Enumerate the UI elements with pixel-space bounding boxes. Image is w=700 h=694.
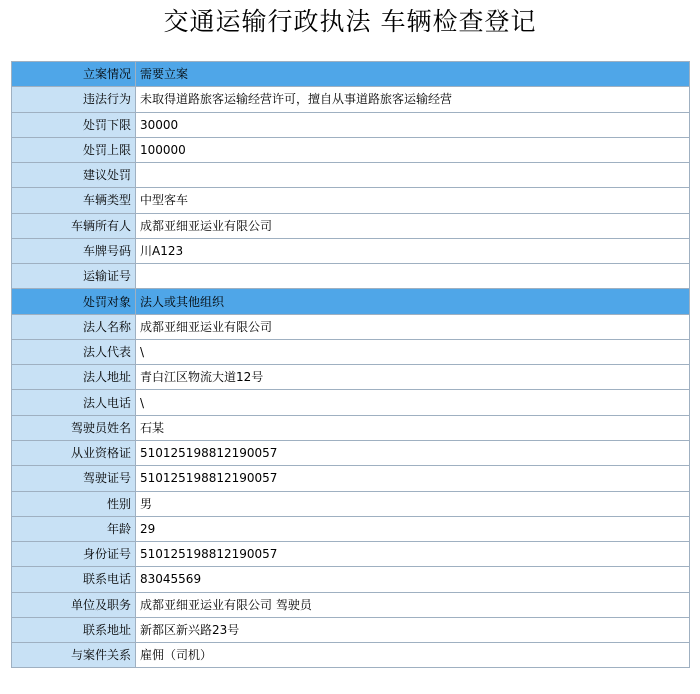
field-label: 与案件关系 bbox=[12, 643, 136, 668]
field-value bbox=[136, 264, 690, 289]
field-label: 车牌号码 bbox=[12, 238, 136, 263]
field-value: 未取得道路旅客运输经营许可，擅自从事道路旅客运输经营 bbox=[136, 87, 690, 112]
field-label: 立案情况 bbox=[12, 62, 136, 87]
row-penalty-max bbox=[12, 137, 690, 162]
row-plate-number bbox=[12, 238, 690, 263]
field-value: 30000 bbox=[136, 112, 690, 137]
field-label: 车辆所有人 bbox=[12, 213, 136, 238]
row-vehicle-type bbox=[12, 188, 690, 213]
field-value: 雇佣（司机） bbox=[136, 643, 690, 668]
field-value: 川A123 bbox=[136, 238, 690, 263]
row-id-number bbox=[12, 542, 690, 567]
field-value: 成都亚细亚运业有限公司 驾驶员 bbox=[136, 592, 690, 617]
field-value: \ bbox=[136, 339, 690, 364]
row-penalty-target bbox=[12, 289, 690, 314]
field-label: 单位及职务 bbox=[12, 592, 136, 617]
row-contact-address bbox=[12, 617, 690, 642]
field-value: 中型客车 bbox=[136, 188, 690, 213]
row-contact-phone bbox=[12, 567, 690, 592]
field-label: 法人地址 bbox=[12, 365, 136, 390]
row-violation bbox=[12, 87, 690, 112]
field-value: \ bbox=[136, 390, 690, 415]
field-label: 违法行为 bbox=[12, 87, 136, 112]
field-label: 处罚上限 bbox=[12, 137, 136, 162]
field-value: 石某 bbox=[136, 415, 690, 440]
field-label: 从业资格证 bbox=[12, 440, 136, 465]
row-case-relation bbox=[12, 643, 690, 668]
vehicle-inspection-table bbox=[11, 61, 690, 668]
row-transport-permit bbox=[12, 264, 690, 289]
row-legal-address bbox=[12, 365, 690, 390]
field-value bbox=[136, 163, 690, 188]
field-value: 510125198812190057 bbox=[136, 542, 690, 567]
page-title: 交通运输行政执法 车辆检查登记 bbox=[163, 7, 537, 36]
field-label: 建议处罚 bbox=[12, 163, 136, 188]
field-value: 510125198812190057 bbox=[136, 466, 690, 491]
field-label: 处罚对象 bbox=[12, 289, 136, 314]
field-label: 联系地址 bbox=[12, 617, 136, 642]
field-label: 车辆类型 bbox=[12, 188, 136, 213]
field-value: 男 bbox=[136, 491, 690, 516]
field-label: 法人名称 bbox=[12, 314, 136, 339]
field-value: 83045569 bbox=[136, 567, 690, 592]
field-value: 成都亚细亚运业有限公司 bbox=[136, 213, 690, 238]
row-case-status bbox=[12, 62, 690, 87]
row-employer-position bbox=[12, 592, 690, 617]
field-label: 驾驶员姓名 bbox=[12, 415, 136, 440]
field-value: 29 bbox=[136, 516, 690, 541]
row-legal-representative bbox=[12, 339, 690, 364]
row-vehicle-owner bbox=[12, 213, 690, 238]
field-label: 运输证号 bbox=[12, 264, 136, 289]
field-label: 联系电话 bbox=[12, 567, 136, 592]
field-label: 法人电话 bbox=[12, 390, 136, 415]
field-value: 法人或其他组织 bbox=[136, 289, 690, 314]
field-value: 成都亚细亚运业有限公司 bbox=[136, 314, 690, 339]
row-gender bbox=[12, 491, 690, 516]
field-value: 510125198812190057 bbox=[136, 440, 690, 465]
row-suggested-penalty bbox=[12, 163, 690, 188]
row-legal-entity-name bbox=[12, 314, 690, 339]
field-label: 性别 bbox=[12, 491, 136, 516]
field-value: 需要立案 bbox=[136, 62, 690, 87]
row-penalty-min bbox=[12, 112, 690, 137]
row-age bbox=[12, 516, 690, 541]
row-driver-license bbox=[12, 466, 690, 491]
field-value: 100000 bbox=[136, 137, 690, 162]
field-value: 青白江区物流大道12号 bbox=[136, 365, 690, 390]
field-label: 法人代表 bbox=[12, 339, 136, 364]
row-driver-name bbox=[12, 415, 690, 440]
field-label: 驾驶证号 bbox=[12, 466, 136, 491]
row-legal-phone bbox=[12, 390, 690, 415]
row-qualification-cert bbox=[12, 440, 690, 465]
field-label: 年龄 bbox=[12, 516, 136, 541]
field-value: 新都区新兴路23号 bbox=[136, 617, 690, 642]
field-label: 处罚下限 bbox=[12, 112, 136, 137]
field-label: 身份证号 bbox=[12, 542, 136, 567]
